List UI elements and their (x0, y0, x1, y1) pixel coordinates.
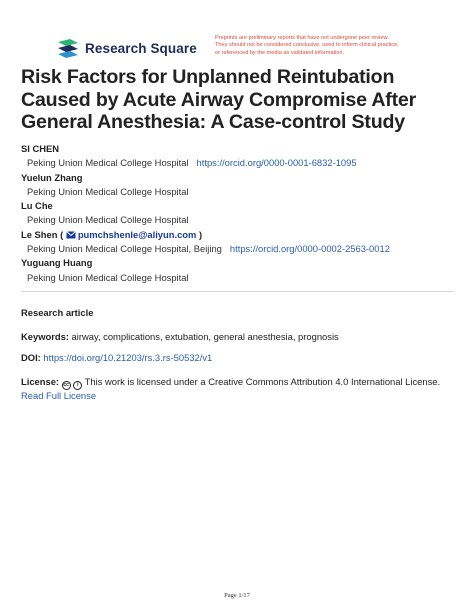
email-close-paren: ) (196, 228, 203, 240)
author-list (21, 142, 466, 285)
research-square-logo-icon (56, 38, 80, 58)
affiliation-text: Peking Union Medical College Hospital (27, 214, 189, 226)
affiliation-text: Peking Union Medical College Hospital (27, 157, 189, 169)
affiliation-text: Peking Union Medical College Hospital (27, 185, 189, 197)
author-name-with-email (21, 228, 466, 242)
author-affiliation (21, 213, 466, 227)
section-divider (21, 291, 454, 292)
license-text: This work is licensed under a Creative Commons Attribution 4.0 International License. (84, 376, 441, 387)
author-affiliation (21, 185, 466, 199)
affiliation-text: Peking Union Medical College Hospital, Beijing (27, 243, 222, 255)
mail-icon (66, 231, 76, 239)
read-license-row (21, 389, 96, 402)
author-affiliation (21, 156, 466, 170)
author-name: Yuelun Zhang (21, 171, 83, 183)
doi-label: DOI: (21, 352, 41, 363)
keywords-label: Keywords: (21, 331, 69, 342)
doi-link[interactable]: https://doi.org/10.21203/rs.3.rs-50532/v1 (43, 352, 213, 363)
author-name: Le Shen (21, 228, 58, 240)
paper-title: Risk Factors for Unplanned Reintubation Caused by Acute Airway Compromise After General Anesthesia: A Case-control Study (21, 66, 417, 133)
keywords-value: airway, complications, extubation, general anesthesia, prognosis (71, 331, 339, 342)
keywords-row (21, 330, 339, 343)
research-square-logo[interactable] (56, 38, 197, 58)
license-row (21, 375, 440, 390)
author-name: Yuguang Huang (21, 257, 93, 269)
orcid-link[interactable]: https://orcid.org/0000-0002-2563-0012 (229, 243, 390, 255)
creative-commons-icon: cc (63, 382, 69, 388)
page-number: Page 1/17 (224, 592, 250, 599)
disclaimer-line: Preprints are preliminary reports that have not undergone peer review. (215, 35, 389, 41)
license-label: License: (21, 376, 60, 387)
disclaimer-line: They should not be considered conclusive, used to inform clinical practice, (215, 42, 399, 49)
email-open-paren: ( (57, 228, 64, 240)
read-full-license-link[interactable]: Read Full License (21, 390, 97, 401)
attribution-icon: i (73, 381, 82, 390)
author-affiliation (21, 271, 466, 285)
disclaimer-line: or referenced by the media as validated information. (215, 49, 345, 56)
preprint-disclaimer (215, 35, 440, 57)
orcid-link[interactable]: https://orcid.org/0000-0001-6832-1095 (196, 157, 357, 169)
logo-text: Research Square (85, 40, 197, 56)
author-name: Lu Che (21, 200, 53, 212)
affiliation-text: Peking Union Medical College Hospital (27, 271, 189, 283)
author-name: SI CHEN (21, 143, 60, 154)
author-affiliation (21, 242, 466, 256)
email-link[interactable]: pumchshenle@aliyun.com (77, 228, 197, 240)
article-type: Research article (21, 307, 94, 318)
doi-row (21, 351, 212, 364)
